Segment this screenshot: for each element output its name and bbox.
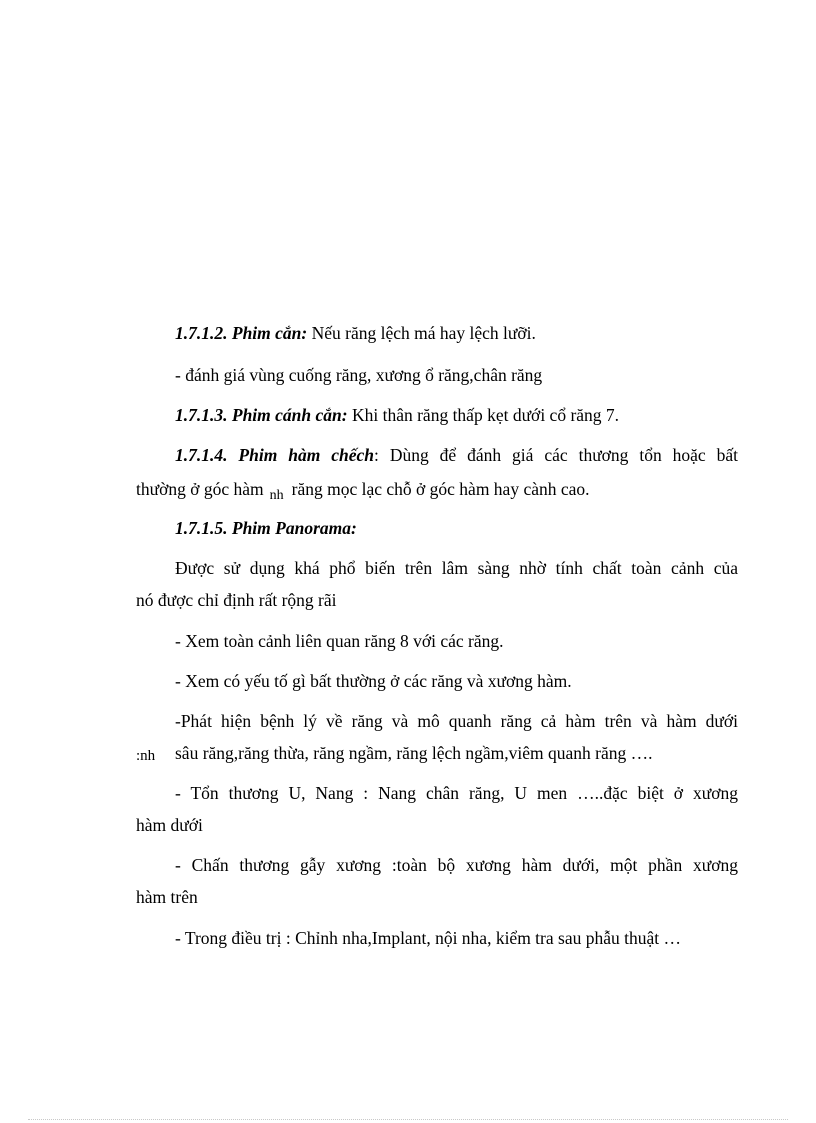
section-1714-line2-a: thường ở góc hàm [136,479,264,499]
section-1714-heading: 1.7.1.4. Phim hàm chếch [175,445,375,465]
section-1712-text: Nếu răng lệch má hay lệch lưỡi. [307,323,536,343]
section-1713-line [175,404,738,426]
section-1715-heading: 1.7.1.5. Phim Panorama: [175,518,357,538]
section-1712-line [175,322,738,344]
section-1714-subscript: nh [269,488,284,503]
panorama-para-line1: Được sử dụng khá phổ biến trên lâm sàng nhờ tính chất toàn cảnh của [175,558,738,578]
section-1714-line2 [136,478,738,503]
section-1713-heading: 1.7.1.3. Phim cánh cắn: [175,405,348,425]
panorama-bullet-6: - Trong điều trị : Chỉnh nha,Implant, nội nha, kiểm tra sau phẫu thuật … [175,928,681,948]
panorama-bullet-3-left-mark: :nh [136,748,156,764]
section-1712-heading: 1.7.1.2. Phim cắn: [175,323,308,343]
section-1712-bullet: - đánh giá vùng cuống răng, xương ổ răng,chân răng [175,365,543,385]
section-1714-line2-b: răng mọc lạc chỗ ở góc hàm hay cành cao. [291,479,590,499]
panorama-bullet-1: - Xem toàn cảnh liên quan răng 8 với các răng. [175,631,504,651]
section-1714-text: : Dùng để đánh giá các thương tổn hoặc bất [374,445,738,465]
page-bottom-divider [28,1119,788,1120]
panorama-bullet-4-line2: hàm dưới [136,815,203,835]
panorama-bullet-5-line2: hàm trên [136,887,198,907]
section-1713-text: Khi thân răng thấp kẹt dưới cổ răng 7. [347,405,620,425]
panorama-para-line2: nó được chỉ định rất rộng rãi [136,590,337,610]
panorama-bullet-3-line2: sâu răng,răng thừa, răng ngầm, răng lệch ngầm,viêm quanh răng …. [175,743,653,763]
panorama-bullet-4-line1: - Tổn thương U, Nang : Nang chân răng, U men …..đặc biệt ở xương [175,783,738,803]
panorama-bullet-5-line1: - Chấn thương gẫy xương :toàn bộ xương hàm dưới, một phần xương [175,855,738,875]
section-1714-line1 [175,444,738,466]
panorama-bullet-2: - Xem có yếu tố gì bất thường ở các răng và xương hàm. [175,671,572,691]
panorama-bullet-3-line1: -Phát hiện bệnh lý về răng và mô quanh răng cả hàm trên và hàm dưới [175,711,738,731]
